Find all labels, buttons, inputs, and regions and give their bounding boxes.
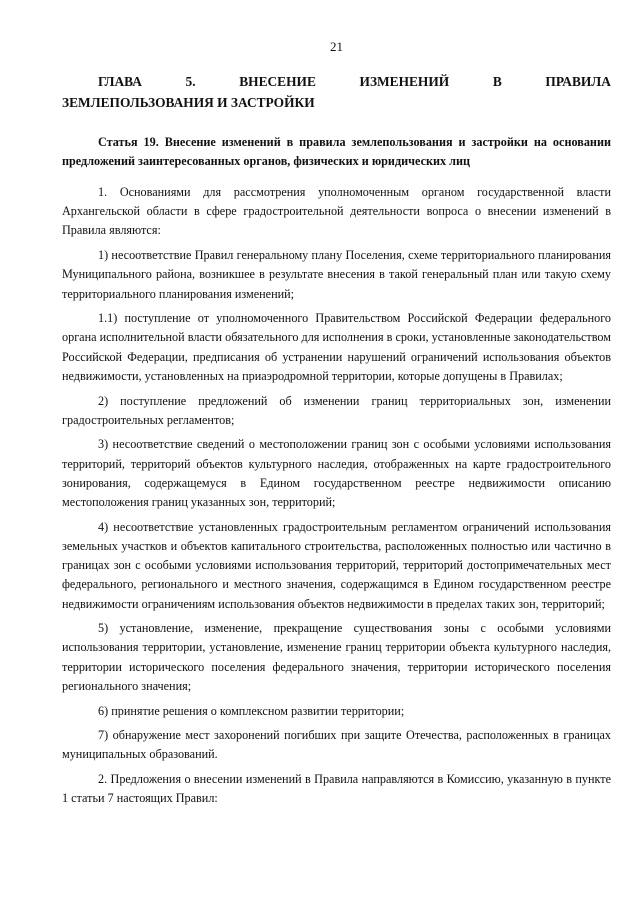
chapter-word: В xyxy=(492,74,502,89)
chapter-word: ПРАВИЛА xyxy=(545,74,611,89)
chapter-heading xyxy=(62,71,611,113)
article-heading: Статья 19. Внесение изменений в правила землепользования и застройки на основании предложений заинтересованных органов, физических и юридических лиц xyxy=(62,135,611,168)
list-item: 1.1) поступление от уполномоченного Правительством Российской Федерации федерального органа исполнительной власти обязательного для исполнения в сроки, установленные законодательством Российской Федерации, предписания об устранении нарушений ограничений использования объектов недвижимости, установленных на приаэродромной территории, которые допущены в Правилах; xyxy=(62,311,611,383)
chapter-word: 5. xyxy=(185,74,196,89)
list-item: 7) обнаружение мест захоронений погибших при защите Отечества, расположенных в границах муниципальных образований. xyxy=(62,728,611,762)
list-item: 4) несоответствие установленных градостроительным регламентом ограничений использования земельных участков и объектов капитального строительства, расположенных полностью или частично в границах зон с особыми условиями использования территорий, территорий достопримечательных мест федерального, регионального и местного значения, содержащимся в Едином государственном реестре недвижимости ограничениям использования объектов недвижимости в пределах таких зон, территорий; xyxy=(62,519,611,611)
chapter-heading-line-1 xyxy=(62,71,611,92)
chapter-word: ГЛАВА xyxy=(98,74,142,89)
list-item: 5) установление, изменение, прекращение существования зоны с особыми условиями использования территории, установление, изменение границ территории объекта культурного наследия, территории исторического поселения федерального значения, территории исторического поселения регионального значения; xyxy=(62,621,611,693)
list-item: 2) поступление предложений об изменении границ территориальных зон, изменении градостроительных регламентов; xyxy=(62,393,611,427)
list-item: 1) несоответствие Правил генеральному плану Поселения, схеме территориального планирования Муниципального района, возникшее в результате внесения в такой генеральный план или такую схему территориального планирования изменений; xyxy=(62,248,611,301)
paragraph: 2. Предложения о внесении изменений в Правила направляются в Комиссию, указанную в пункте 1 статьи 7 настоящих Правил: xyxy=(62,772,611,806)
page-number: 21 xyxy=(330,39,343,54)
chapter-word: ВНЕСЕНИЕ xyxy=(239,74,316,89)
document-page xyxy=(62,0,611,809)
list-item: 6) принятие решения о комплексном развитии территории; xyxy=(98,703,405,718)
list-item: 3) несоответствие сведений о местоположении границ зон с особыми условиями использования территорий, территорий объектов культурного наследия, отображенных на карте градостроительного зонирования, содержащемуся в Едином государственном реестре недвижимости описанию местоположения границ указанных зон, территорий; xyxy=(62,437,611,510)
chapter-heading-line-2: ЗЕМЛЕПОЛЬЗОВАНИЯ И ЗАСТРОЙКИ xyxy=(62,95,315,110)
chapter-word: ИЗМЕНЕНИЙ xyxy=(359,74,450,89)
paragraph: 1. Основаниями для рассмотрения уполномоченным органом государственной власти Архангельской области в сфере градостроительной деятельности вопроса о внесении изменений в Правила являются: xyxy=(62,185,611,238)
